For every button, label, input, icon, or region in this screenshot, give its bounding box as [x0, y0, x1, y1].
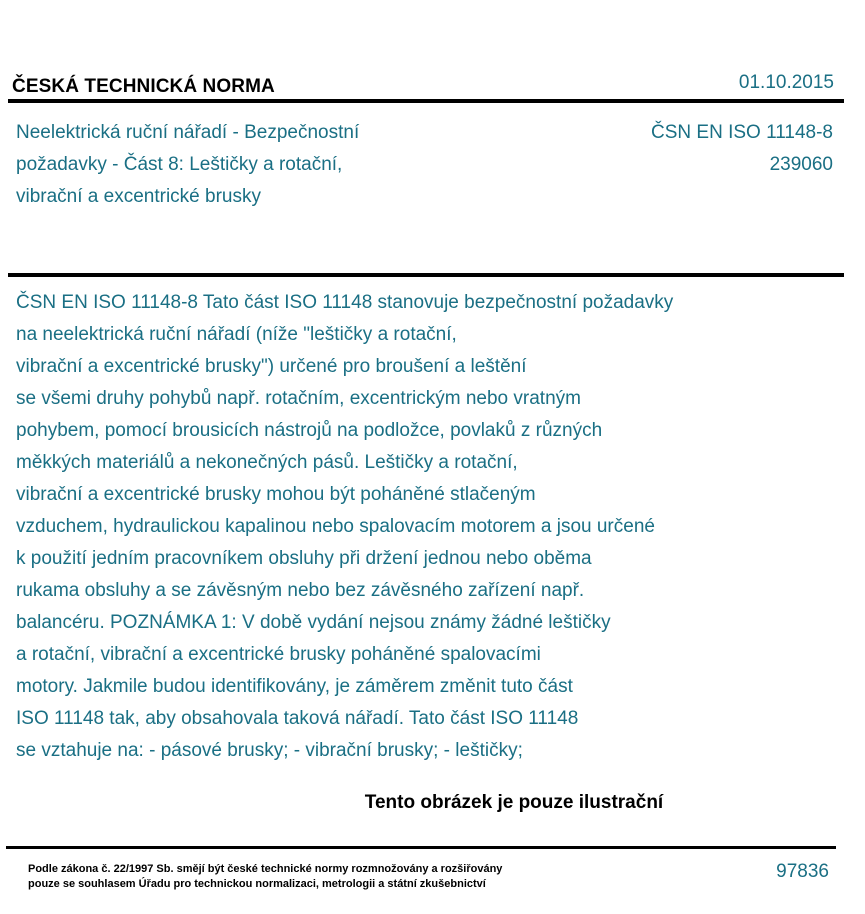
abstract-line: k použití jedním pracovníkem obsluhy při držení jednou nebo oběma [16, 548, 592, 569]
document-header-title: ČESKÁ TECHNICKÁ NORMA [12, 76, 275, 97]
standard-code: ČSN EN ISO 11148-8 [651, 122, 833, 143]
abstract-line: měkkých materiálů a nekonečných pásů. Leštičky a rotační, [16, 452, 518, 473]
legal-notice [28, 862, 502, 892]
abstract-line: vzduchem, hydraulickou kapalinou nebo spalovacím motorem a jsou určené [16, 516, 655, 537]
header-divider [8, 99, 844, 103]
section-divider [8, 273, 844, 277]
abstract-line: na neelektrická ruční nářadí (níže "leštičky a rotační, [16, 324, 457, 345]
abstract-line: se všemi druhy pohybů např. rotačním, excentrickým nebo vratným [16, 388, 581, 409]
standard-class-number: 239060 [769, 154, 833, 175]
legal-notice-line: Podle zákona č. 22/1997 Sb. smějí být české technické normy rozmnožovány a rozšiřovány [28, 863, 503, 875]
standard-title-line: Neelektrická ruční nářadí - Bezpečnostní [16, 122, 360, 143]
document-number: 97836 [776, 861, 829, 882]
abstract-line: se vztahuje na: - pásové brusky; - vibrační brusky; - leštičky; [16, 740, 523, 761]
abstract-line: balancéru. POZNÁMKA 1: V době vydání nejsou známy žádné leštičky [16, 612, 611, 633]
abstract-line: motory. Jakmile budou identifikovány, je záměrem změnit tuto část [16, 676, 573, 697]
standard-title-line: vibrační a excentrické brusky [16, 186, 261, 207]
illustration-note: Tento obrázek je pouze ilustrační [364, 792, 664, 813]
abstract-line: ČSN EN ISO 11148-8 Tato část ISO 11148 stanovuje bezpečnostní požadavky [16, 292, 674, 313]
abstract-line: vibrační a excentrické brusky") určené pro broušení a leštění [16, 356, 527, 377]
abstract-text [16, 287, 836, 767]
footer-divider [6, 846, 836, 849]
standard-title [16, 117, 456, 213]
publication-date: 01.10.2015 [738, 72, 834, 93]
abstract-line: rukama obsluhy a se závěsným nebo bez závěsného zařízení např. [16, 580, 585, 601]
legal-notice-line: pouze se souhlasem Úřadu pro technickou normalizaci, metrologii a státní zkušebnictví [28, 878, 486, 890]
abstract-line: ISO 11148 tak, aby obsahovala taková nářadí. Tato část ISO 11148 [16, 708, 579, 729]
abstract-line: vibrační a excentrické brusky mohou být poháněné stlačeným [16, 484, 536, 505]
abstract-line: pohybem, pomocí brousicích nástrojů na podložce, povlaků z různých [16, 420, 603, 441]
abstract-line: a rotační, vibrační a excentrické brusky poháněné spalovacími [16, 644, 541, 665]
standard-identifier [651, 117, 833, 181]
standard-title-line: požadavky - Část 8: Leštičky a rotační, [16, 154, 343, 175]
